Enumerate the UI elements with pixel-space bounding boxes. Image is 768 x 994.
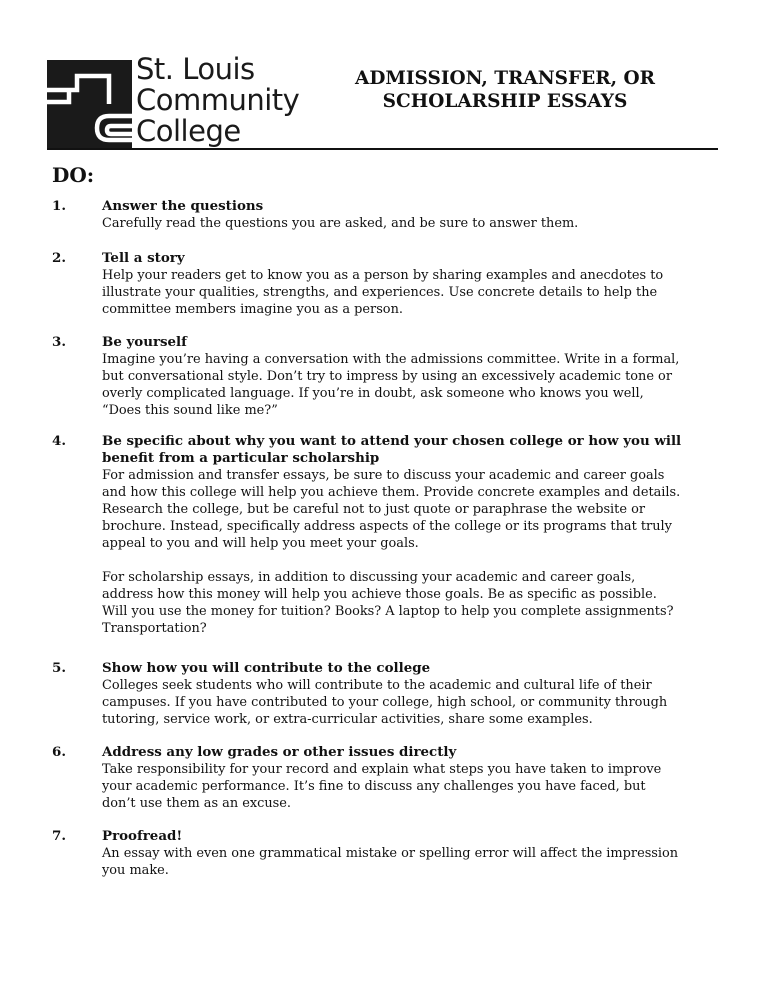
list-item (52, 433, 682, 660)
item-number: 7. (52, 828, 66, 844)
item-title: Tell a story (102, 250, 185, 266)
logo-line-1: St. Louis (136, 52, 255, 86)
list-item (52, 828, 682, 879)
item-number: 4. (52, 433, 66, 449)
header-divider (47, 148, 718, 150)
document-title (340, 67, 670, 113)
tips-list (52, 198, 682, 879)
item-number: 2. (52, 250, 66, 266)
item-title: Answer the questions (102, 198, 264, 214)
list-item (52, 334, 682, 433)
item-number: 6. (52, 744, 66, 760)
item-number: 5. (52, 660, 66, 676)
item-number: 1. (52, 198, 66, 214)
item-title: Be yourself (102, 334, 187, 350)
list-item (52, 250, 682, 334)
document-title-line-2: SCHOLARSHIP ESSAYS (382, 91, 628, 112)
item-extra-paragraph: For scholarship essays, in addition to discussing your academic and career goals, address how this money will help you achieve those goals. Be as specific as possible. Will you use the money for tuition? Books? A laptop to help you complete assignments? Transportation? (102, 570, 674, 636)
college-logo-wordmark (136, 54, 299, 147)
item-number: 3. (52, 334, 66, 350)
list-item (52, 744, 682, 828)
item-title: Be specific about why you want to attend your chosen college or how you will benefit from a particular scholarship (102, 433, 682, 466)
item-body: Help your readers get to know you as a person by sharing examples and anecdotes to illustrate your qualities, strengths, and experiences. Use concrete details to help the committee members imagine you as a person. (102, 268, 664, 317)
logo-line-2: Community (136, 83, 300, 117)
item-body: Colleges seek students who will contribute to the academic and cultural life of their campuses. If you have contributed to your college, high school, or community through tutoring, service work, or extra-curricular activities, share some examples. (102, 678, 668, 727)
section-heading: DO: (52, 163, 95, 187)
logo-line-3: College (136, 114, 241, 148)
document-title-line-1: ADMISSION, TRANSFER, OR (355, 68, 655, 89)
item-title: Show how you will contribute to the college (102, 660, 431, 676)
item-title: Address any low grades or other issues directly (102, 744, 457, 760)
college-logo-mark-icon (47, 60, 132, 148)
item-body: An essay with even one grammatical mistake or spelling error will affect the impression you make. (102, 846, 679, 878)
item-body: For admission and transfer essays, be sure to discuss your academic and career goals and how this college will help you achieve them. Provide concrete examples and details. Research the college, but be careful not to just quote or paraphrase the website or brochure. Instead, specifically address aspects of the college or its programs that truly appeal to you and will help you meet your goals. (102, 468, 681, 551)
item-body: Take responsibility for your record and explain what steps you have taken to improve your academic performance. It’s fine to discuss any challenges you have faced, but don’t use them as an excuse. (102, 762, 662, 811)
college-logo (47, 52, 300, 150)
item-title: Proofread! (102, 828, 183, 844)
item-body: Carefully read the questions you are asked, and be sure to answer them. (102, 216, 579, 231)
list-item (52, 198, 682, 250)
list-item (52, 660, 682, 744)
item-body: Imagine you’re having a conversation with the admissions committee. Write in a formal, but conversational style. Don’t try to impress by using an excessively academic tone or overly complicated language. If you’re in doubt, ask someone who knows you well, “Does this sound like me?” (102, 352, 680, 418)
